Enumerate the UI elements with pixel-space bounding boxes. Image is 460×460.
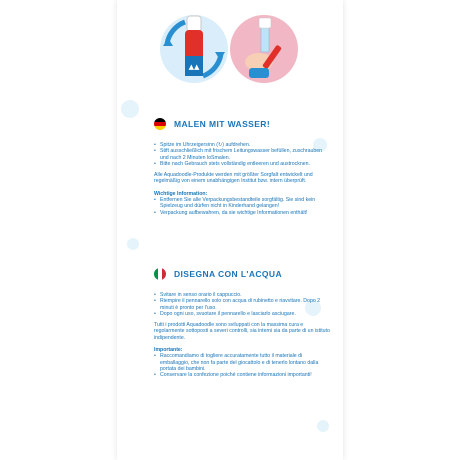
- german-important-label: Wichtige Information:: [154, 190, 208, 197]
- hand-pressing-pen-icon: [225, 10, 303, 88]
- italian-important-list: [154, 353, 332, 378]
- list-item: • Spitze im Uhrzeigersinn (↻) aufdrehen.: [160, 142, 332, 148]
- italian-quality-paragraph: Tutti i prodotti Aquadoodle sono sviluppati con la massima cura e regolarmente sottoposti a severi controlli, sia interni sia da parte di un istituto indipendente.: [154, 322, 330, 341]
- italian-section: [154, 268, 332, 379]
- decorative-bubble: [121, 100, 139, 118]
- pen-cap-rotate-icon: [155, 10, 233, 88]
- list-item: • Conservare la confezione poiché contiene informazioni importanti!: [160, 372, 332, 378]
- decorative-bubble: [317, 420, 329, 432]
- decorative-bubble: [127, 238, 139, 250]
- list-item: • Raccomandiamo di togliere accuratamente tutto il materiale di emballaggio, che non fa parte del giocattolo e di tenerlo lontano dalla portata dei bambini.: [160, 353, 332, 372]
- german-instructions-list: [154, 142, 332, 167]
- svg-text:▲▲: ▲▲: [188, 63, 200, 71]
- italian-instructions-list: [154, 292, 332, 317]
- list-item: • Stift ausschließlich mit frischem Leitungswasser befüllen, zuschrauben und nach 2 Minuten loSmalen.: [160, 148, 332, 161]
- list-item: • Entfernen Sie alle Verpackungsbestandteile sorgfältig. Sie sind kein Spielzeug und dürfen nicht in Kinderhand gelangen!: [160, 197, 332, 210]
- italian-title: DISEGNA CON L'ACQUA: [174, 268, 283, 279]
- german-quality-paragraph: Alle Aquadoodle-Produkte werden mit größter Sorgfalt entwickelt und regelmäßig von einem unabhängigen Institut bzw. intern überprüft.: [154, 172, 313, 185]
- list-item: • Riempire il pennarello solo con acqua di rubinetto e riavvitare. Dopo 2 minuti è pronto per l'uso.: [160, 298, 332, 311]
- germany-flag-icon: [154, 118, 166, 130]
- italy-flag-icon: [154, 268, 166, 280]
- german-title: MALEN MIT WASSER!: [174, 118, 271, 129]
- list-item: • Bitte nach Gebrauch stets vollständig entleeren und austrocknen.: [160, 161, 332, 167]
- german-section: [154, 118, 332, 216]
- list-item: • Verpackung aufbewahren, da sie wichtige Informationen enthält!: [160, 210, 332, 216]
- italian-important-label: Importante:: [154, 347, 183, 354]
- list-item: • Svitare in senso orario il cappuccio.: [160, 292, 332, 298]
- instruction-leaflet: [117, 0, 343, 460]
- list-item: • Dopo ogni uso, svuotare il pennarello e lasciarlo asciugare.: [160, 311, 332, 317]
- german-important-list: [154, 197, 332, 216]
